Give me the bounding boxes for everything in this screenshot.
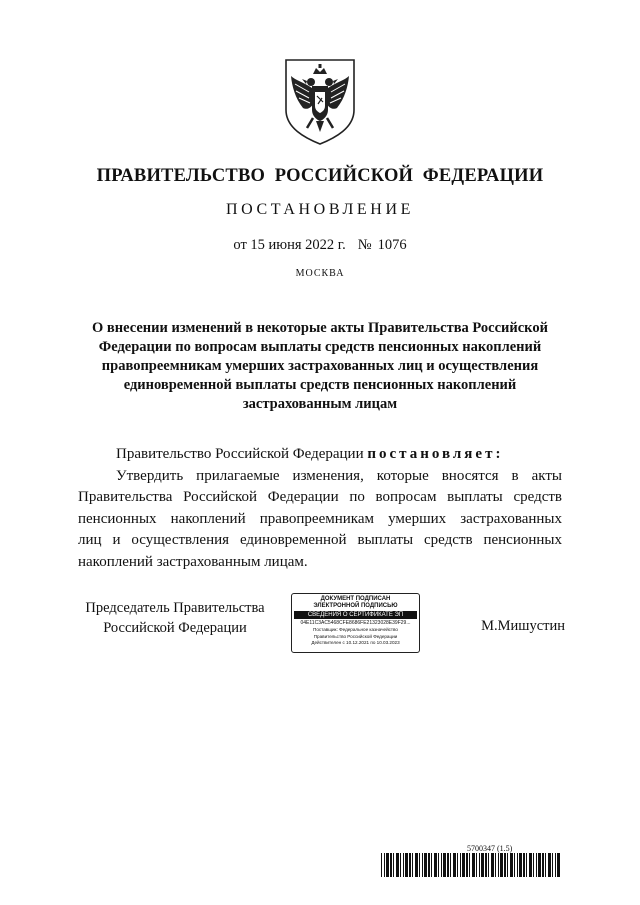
barcode-bar bbox=[529, 853, 532, 877]
barcode-bar bbox=[488, 853, 489, 877]
body-line: накоплений застрахованным лицам. bbox=[78, 553, 308, 570]
body-intro-text: Правительство Российской Федерации bbox=[116, 446, 364, 462]
barcode-bar bbox=[466, 853, 468, 877]
barcode-bar bbox=[419, 853, 420, 877]
barcode-bar bbox=[519, 853, 522, 877]
subject-line: О внесении изменений в некоторые акты Правительства Российской bbox=[92, 320, 548, 336]
barcode-bar bbox=[517, 853, 518, 877]
subject-line: правопреемникам умерших застрахованных лиц и осуществления bbox=[101, 358, 539, 374]
barcode-bar bbox=[447, 853, 449, 877]
barcode-bar bbox=[500, 853, 503, 877]
stamp-band: СВЕДЕНИЯ О СЕРТИФИКАТЕ ЭП bbox=[294, 611, 417, 619]
barcode-bar bbox=[443, 853, 446, 877]
document-date: от 15 июня 2022 г. bbox=[233, 237, 346, 253]
barcode-bar bbox=[514, 853, 515, 877]
barcode-bar bbox=[415, 853, 418, 877]
barcode-bar bbox=[538, 853, 541, 877]
barcode-bar bbox=[393, 853, 394, 877]
barcode-bar bbox=[424, 853, 427, 877]
barcode-bar bbox=[438, 853, 439, 877]
barcode-bar bbox=[526, 853, 527, 877]
barcode bbox=[381, 853, 561, 877]
barcode-bar bbox=[498, 853, 499, 877]
russian-coat-of-arms-icon bbox=[283, 58, 357, 146]
barcode-bar bbox=[462, 853, 465, 877]
barcode-bar bbox=[384, 853, 385, 877]
barcode-bar bbox=[396, 853, 399, 877]
body-line: пенсионных накоплений правопреемникам умерших застрахованных bbox=[78, 510, 562, 527]
barcode-bar bbox=[481, 853, 484, 877]
barcode-bar bbox=[412, 853, 413, 877]
stamp-line: ДОКУМЕНТ ПОДПИСАН bbox=[320, 596, 391, 602]
barcode-icon bbox=[381, 853, 561, 877]
stamp-certificate: 04E11C3AC5468CFE8686FE21323028E39F29... bbox=[300, 620, 411, 626]
stamp-line: ЭЛЕКТРОННОЙ ПОДПИСЬЮ bbox=[313, 603, 398, 609]
body-line: Правительства Российской Федерации по вопросам выплаты средств bbox=[78, 489, 562, 505]
body-line: Утвердить прилагаемые изменения, которые вносятся в акты bbox=[116, 467, 562, 484]
barcode-bar bbox=[545, 853, 546, 877]
signatory-role-line: Председатель Правительства bbox=[85, 600, 265, 616]
barcode-bar bbox=[434, 853, 437, 877]
barcode-bar bbox=[504, 853, 506, 877]
barcode-bar bbox=[400, 853, 401, 877]
document-city: МОСКВА bbox=[295, 268, 345, 279]
subject-line: Федерации по вопросам выплаты средств пенсионных накоплений bbox=[98, 339, 542, 355]
body-line: лиц и осуществления единовременной выплаты средств пенсионных bbox=[78, 532, 562, 548]
signatory-role-line: Российской Федерации bbox=[103, 619, 247, 636]
barcode-bar bbox=[403, 853, 404, 877]
barcode-bar bbox=[485, 853, 487, 877]
document-number: 1076 bbox=[377, 237, 407, 253]
barcode-bar bbox=[457, 853, 458, 877]
barcode-bar bbox=[542, 853, 544, 877]
number-sign: № bbox=[357, 237, 372, 253]
barcode-bar bbox=[533, 853, 534, 877]
barcode-bar bbox=[422, 853, 423, 877]
barcode-bar bbox=[495, 853, 496, 877]
barcode-bar bbox=[555, 853, 556, 877]
barcode-bar bbox=[405, 853, 408, 877]
barcode-bar bbox=[552, 853, 553, 877]
subject-line: застрахованным лицам bbox=[242, 396, 398, 412]
document-type: ПОСТАНОВЛЕНИЕ bbox=[226, 201, 414, 218]
barcode-bar bbox=[453, 853, 456, 877]
barcode-bar bbox=[409, 853, 411, 877]
barcode-bar bbox=[491, 853, 494, 877]
stamp-issuer: Поставщик: Федеральное казначейство bbox=[313, 627, 398, 632]
barcode-bar bbox=[381, 853, 382, 877]
body-intro bbox=[78, 444, 562, 466]
barcode-bar bbox=[507, 853, 508, 877]
barcode-bar bbox=[523, 853, 525, 877]
electronic-signature-stamp bbox=[291, 593, 420, 653]
document-body bbox=[78, 444, 562, 573]
barcode-bar bbox=[472, 853, 475, 877]
signatory-name: М.Мишустин bbox=[481, 618, 565, 634]
body-intro-verb: постановляет: bbox=[367, 446, 504, 462]
government-title: ПРАВИТЕЛЬСТВО РОССИЙСКОЙ ФЕДЕРАЦИИ bbox=[96, 166, 544, 186]
barcode-bar bbox=[460, 853, 461, 877]
barcode-bar bbox=[441, 853, 442, 877]
barcode-bar bbox=[431, 853, 432, 877]
document-subject bbox=[70, 319, 570, 414]
barcode-bar bbox=[386, 853, 389, 877]
barcode-bar bbox=[450, 853, 451, 877]
barcode-bar bbox=[428, 853, 430, 877]
subject-line: единовременной выплаты средств пенсионных накоплений bbox=[123, 377, 517, 393]
barcode-bar bbox=[548, 853, 551, 877]
barcode-bar bbox=[557, 853, 560, 877]
barcode-number: 5700347 (1.5) bbox=[467, 844, 513, 853]
emblem bbox=[283, 58, 357, 146]
barcode-bar bbox=[479, 853, 480, 877]
barcode-bar bbox=[536, 853, 537, 877]
stamp-issuer: Правительство Российской Федерации bbox=[313, 633, 398, 639]
barcode-bar bbox=[476, 853, 477, 877]
stamp-validity: Действителен с 10.12.2021 по 10.03.2023 bbox=[311, 640, 400, 645]
signatory-role bbox=[70, 599, 280, 638]
barcode-bar bbox=[390, 853, 392, 877]
document-date-line bbox=[0, 237, 640, 254]
barcode-bar bbox=[510, 853, 513, 877]
barcode-bar bbox=[469, 853, 470, 877]
